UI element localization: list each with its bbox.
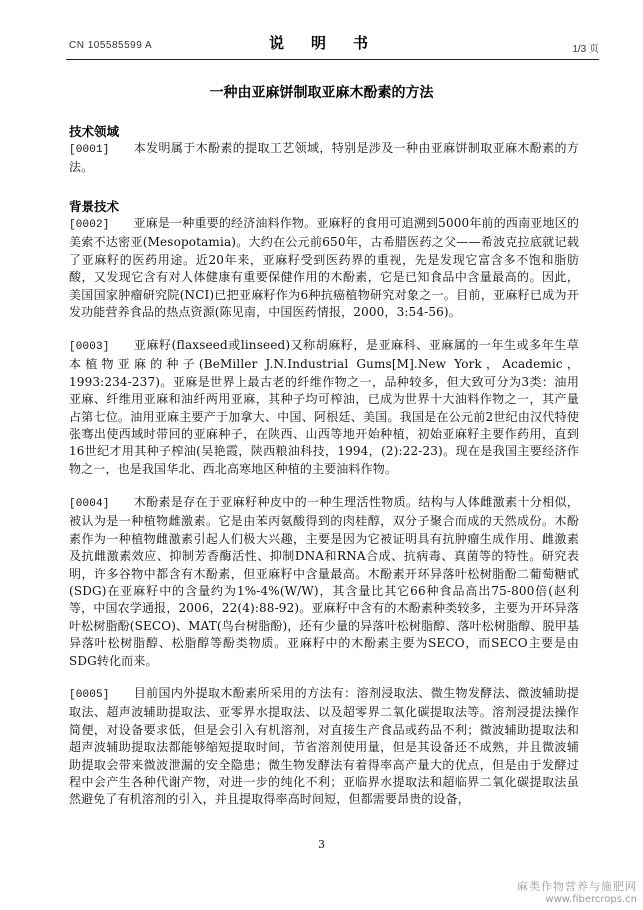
watermark: [517, 880, 637, 906]
watermark-site-name: 麻类作物营养与施肥网: [517, 880, 637, 893]
document-type: 说 明 书: [268, 34, 374, 52]
paragraph-0004: [69, 494, 579, 670]
paragraph-number: [0003]: [69, 341, 110, 353]
paragraph-text: 亚麻籽(flaxseed或linseed)又称胡麻籽，是亚麻科、亚麻属的一年生或多年生草本植物亚麻的种子(BeMiller J.N.Industrial Gums[M].New York，Academic，1993:234-237)。亚麻是世界上最古老的纤维作物之一，品种较多，但大致可分为3类：油用亚麻、纤维用亚麻和油纤两用亚麻，其种子均可榨油，已成为世界十大油料作物之一，其产量占第七位。油用亚麻主要产于加拿大、中国、阿根廷、美国。我国是在公元前2世纪由汉代特使张骞出使西域时带回的亚麻种子，在陕西、山西等地开始种植，初始亚麻籽主要作药用，直到16世纪才用其种子榨油(吴艳霞，陕西粮油科技，1994，(2):22-23)。现在是我国主要经济作物之一，也是我国华北、西北高寒地区种植的主要油料作物。: [69, 338, 579, 476]
section-heading-tech-field: 技术领域: [69, 124, 120, 139]
paragraph-number: [0004]: [69, 498, 110, 510]
paragraph-number: [0002]: [69, 219, 110, 231]
paragraph-0001: [69, 140, 579, 177]
header-divider: [66, 59, 599, 60]
paragraph-0005: [69, 685, 579, 809]
patent-number: CN 105585599 A: [69, 40, 153, 51]
page-indicator: 1/3 页: [572, 44, 599, 55]
paragraph-text: 目前国内外提取木酚素所采用的方法有：溶剂浸取法、微生物发酵法、微波辅助提取法、超声波辅助提取法、亚零界水提取法、以及超零界二氧化碳提取法等。溶剂浸提法操作简便，对设备要求低，但是会引入有机溶剂，对直接生产食品或药品不利；微波辅助提取法和超声波辅助提取法都能够缩短提取时间，节省溶剂使用量，但是其设备还不成熟，并且微波辅助提取会带来微波泄漏的安全隐患；微生物发酵法有着得率高产量大的优点，但是由于发酵过程中会产生各种代谢产物，对进一步的纯化不利；亚临界水提取法和超临界二氧化碳提取法虽然避免了有机溶剂的引入，并且提取得率高时间短，但都需要昂贵的设备，: [69, 686, 579, 807]
paragraph-0002: [69, 215, 579, 321]
paragraph-0003: [69, 337, 579, 478]
paragraph-number: [0001]: [69, 144, 110, 156]
document-title: 一种由亚麻饼制取亚麻木酚素的方法: [209, 85, 434, 101]
paragraph-number: [0005]: [69, 689, 110, 701]
paragraph-text: 木酚素是存在于亚麻籽种皮中的一种生理活性物质。结构与人体雌激素十分相似，被认为是一种植物雌激素。它是由苯丙氨酸得到的肉桂醇，双分子聚合而成的天然成份。木酚素作为一种植物雌激素引起人们极大兴趣，主要是因为它被证明具有抗肿瘤生成作用、雌激素及抗雌激素效应、抑制芳香酶活性、抑制DNA和RNA合成、抗病毒、真菌等的特性。研究表明，许多谷物中都含有木酚素，但亚麻籽中含量最高。木酚素开环异落叶松树脂酚二葡萄糖甙(SDG)在亚麻籽中的含量约为1%-4%(W/W)，其含量比其它66种食品高出75-800倍(赵利等，中国农学通报，2006，22(4):88-92)。亚麻籽中含有的木酚素种类较多，主要为开环异落叶松树脂酚(SECO)、MAT(鸟台树脂酚)，还有少量的异落叶松树脂醇、落叶松树脂醇、脱甲基异落叶松树脂醇、松脂醇等酚类物质。亚麻籽中的木酚素主要为SECO，而SECO主要是由SDG转化而来。: [69, 495, 579, 668]
watermark-url: www.fibercrops.cn: [545, 894, 637, 905]
page-number: 3: [318, 838, 325, 851]
paragraph-text: 本发明属于木酚素的提取工艺领域，特别是涉及一种由亚麻饼制取亚麻木酚素的方法。: [69, 141, 579, 175]
paragraph-text: 亚麻是一种重要的经济油料作物。亚麻籽的食用可追溯到5000年前的西南亚地区的美索不达密亚(Mesopotamia)。大约在公元前650年，古希腊医药之父——希波克拉底就记载了亚麻籽的医药用途。近20年来，亚麻籽受到医药界的重视，先是发现它富含多不饱和脂肪酸，又发现它含有对人体健康有重要保健作用的木酚素，它是已知食品中含量最高的。因此，美国国家肿瘤研究院(NCI)已把亚麻籽作为6种抗癌植物研究对象之一。目前，亚麻籽已成为开发功能营养食品的热点资源(陈见南，中国医药情报，2000，3:54-56)。: [69, 216, 579, 320]
section-heading-background: 背景技术: [69, 199, 120, 214]
